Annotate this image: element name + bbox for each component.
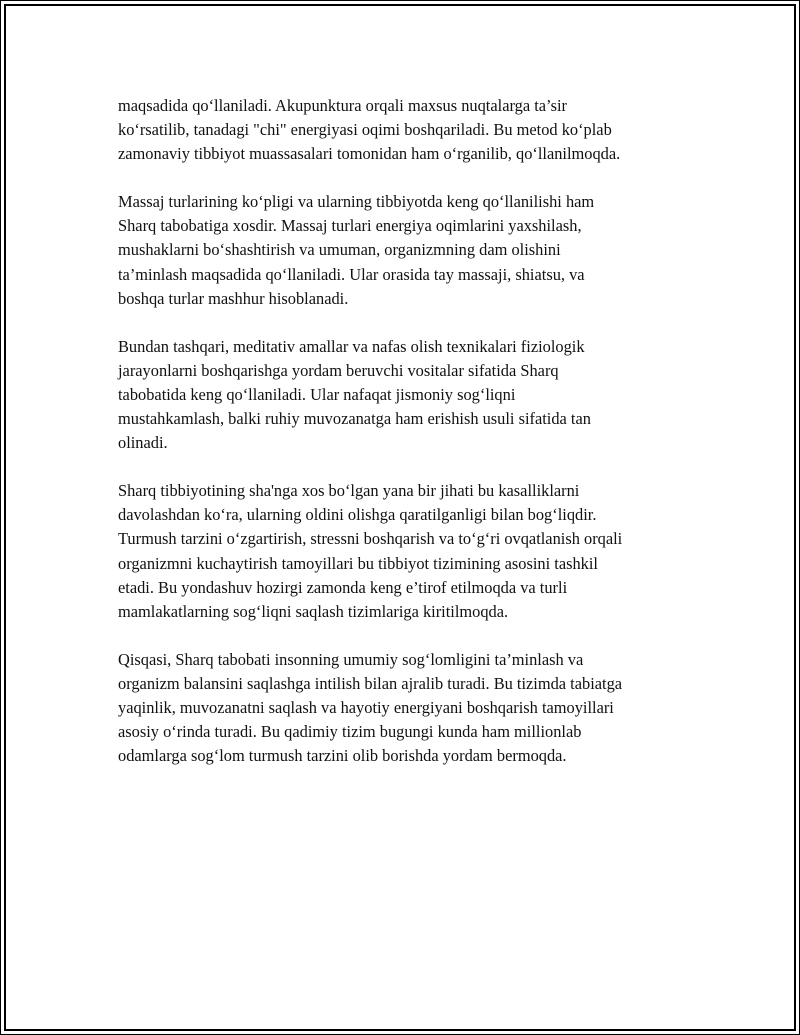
text-line: organizm balansini saqlashga intilish bilan ajralib turadi. Bu tizimda tabiatga [118,673,623,693]
text-line: Sharq tabobatiga xosdir. Massaj turlari energiya oqimlarini yaxshilash, [118,216,582,236]
text-line: davolashdan ko‘ra, ularning oldini olishga qaratilganligi bilan bog‘liqdir. [118,505,597,525]
text-line: mamlakatlarning sog‘liqni saqlash tizimlariga kiritilmoqda. [118,601,509,621]
text-line: ta’minlash maqsadida qo‘llaniladi. Ular orasida tay massaji, shiatsu, va [118,264,585,284]
text-line: asosiy o‘rinda turadi. Bu qadimiy tizim bugungi kunda ham millionlab [118,722,582,742]
paragraph-5 [118,648,698,768]
text-line: ko‘rsatilib, tanadagi "chi" energiyasi oqimi boshqariladi. Bu metod ko‘plab [118,120,612,140]
text-line: olinadi. [118,433,168,453]
paragraph-1 [118,94,698,166]
text-line: zamonaviy tibbiyot muassasalari tomonidan ham o‘rganilib, qo‘llanilmoqda. [118,144,621,164]
text-line: Turmush tarzini o‘zgartirish, stressni boshqarish va to‘g‘ri ovqatlanish orqali [118,529,623,549]
paragraph-4 [118,479,698,624]
text-line: odamlarga sog‘lom turmush tarzini olib borishda yordam bermoqda. [118,746,567,766]
text-line: mushaklarni bo‘shashtirish va umuman, organizmning dam olishini [118,240,561,260]
text-line: yaqinlik, muvozanatni saqlash va hayotiy energiyani boshqarish tamoyillari [118,697,614,717]
text-line: Qisqasi, Sharq tabobati insonning umumiy sog‘lomligini ta’minlash va [118,649,584,669]
text-line: etadi. Bu yondashuv hozirgi zamonda keng e’tirof etilmoqda va turli [118,577,568,597]
document-body [118,94,698,792]
text-line: Massaj turlarining ko‘pligi va ularning tibbiyotda keng qo‘llanilishi ham [118,192,595,212]
text-line: Sharq tibbiyotining sha'nga xos bo‘lgan yana bir jihati bu kasalliklarni [118,481,580,501]
text-line: organizmni kuchaytirish tamoyillari bu tibbiyot tizimining asosini tashkil [118,553,598,573]
paragraph-3 [118,335,698,455]
text-line: maqsadida qo‘llaniladi. Akupunktura orqali maxsus nuqtalarga ta’sir [118,96,567,115]
text-line: boshqa turlar mashhur hisoblanadi. [118,288,349,308]
paragraph-2 [118,190,698,310]
text-line: mustahkamlash, balki ruhiy muvozanatga ham erishish usuli sifatida tan [118,409,591,429]
text-line: jarayonlarni boshqarishga yordam beruvchi vositalar sifatida Sharq [118,360,559,380]
text-line: Bundan tashqari, meditativ amallar va nafas olish texnikalari fiziologik [118,336,585,356]
text-line: tabobatida keng qo‘llaniladi. Ular nafaqat jismoniy sog‘liqni [118,384,516,404]
